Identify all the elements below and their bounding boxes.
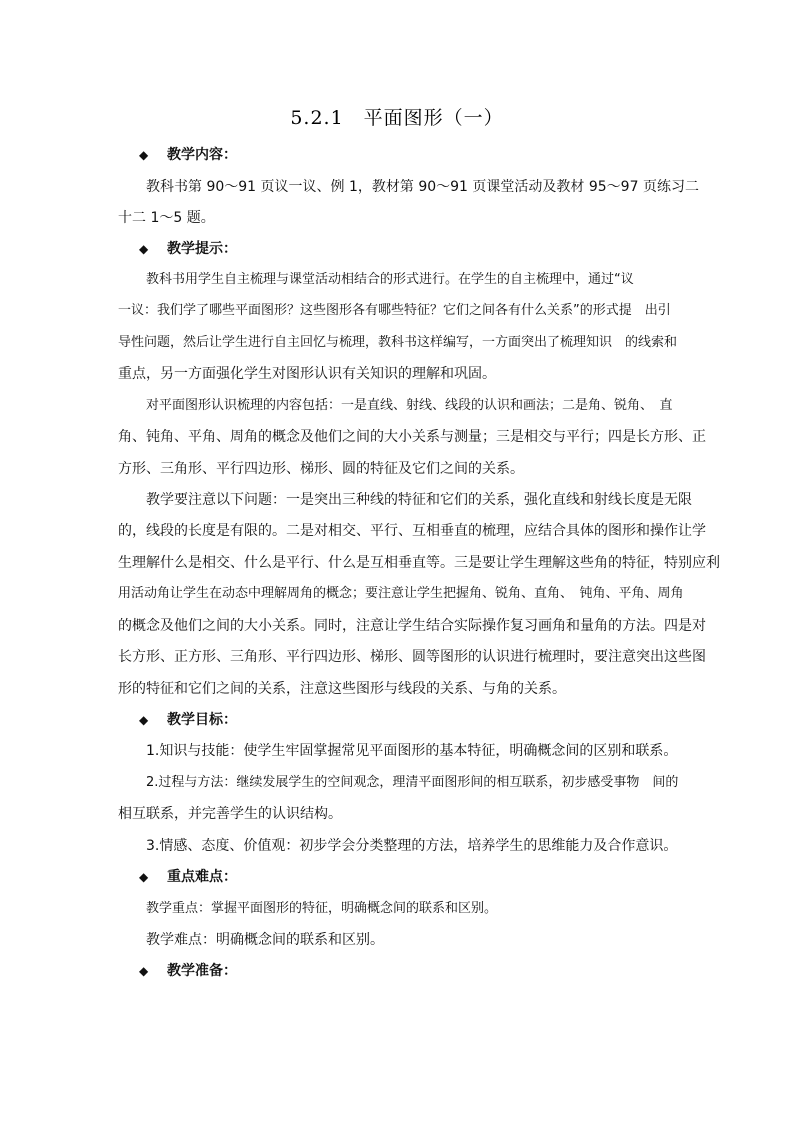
section-heading-prep: ◆ 教学准备： [139,963,237,979]
paragraph-line: 角、钝角、平角、周角的概念及他们之间的大小关系与测量；三是相交与平行；四是长方形、正 [118,429,706,445]
paragraph-line: 2.过程与方法：继续发展学生的空间观念，理清平面图形间的相互联系，初步感受事物 间的 [146,775,679,790]
section-heading-key-points: ◆ 重点难点： [139,869,237,885]
paragraph-line: 十二 1～5 题。 [118,210,215,226]
paragraph-line: 生理解什么是相交、什么是平行、什么是互相垂直等。三是要让学生理解这些角的特征，特别应利 [118,555,720,571]
diamond-bullet-icon: ◆ [139,870,149,884]
section-heading-content: ◆ 教学内容： [139,147,237,163]
paragraph-line: 对平面图形认识梳理的内容包括：一是直线、射线、线段的认识和画法；二是角、锐角、 直 [146,398,673,413]
paragraph-line: 教学要注意以下问题：一是突出三种线的特征和它们的关系，强化直线和射线长度是无限 [146,492,692,508]
paragraph-line: 1.知识与技能：使学生牢固掌握常见平面图形的基本特征，明确概念间的区别和联系。 [146,743,678,759]
paragraph-line: 的，线段的长度是有限的。二是对相交、平行、互相垂直的梳理，应结合具体的图形和操作让学 [118,523,706,539]
diamond-bullet-icon: ◆ [139,964,149,978]
paragraph-line: 3.情感、态度、价值观：初步学会分类整理的方法，培养学生的思维能力及合作意识。 [146,838,678,854]
paragraph-line: 一议：我们学了哪些平面图形？这些图形各有哪些特征？它们之间各有什么关系”的形式提 出引 [118,303,671,318]
paragraph-line: 教学难点：明确概念间的联系和区别。 [146,932,384,948]
paragraph-line: 长方形、正方形、三角形、平行四边形、梯形、圆等图形的认识进行梳理时，要注意突出这些图 [118,649,706,665]
diamond-bullet-icon: ◆ [139,148,149,162]
diamond-bullet-icon: ◆ [139,713,149,727]
diamond-bullet-icon: ◆ [139,242,149,256]
paragraph-line: 教学重点：掌握平面图形的特征，明确概念间的联系和区别。 [146,901,498,916]
paragraph-line: 用活动角让学生在动态中理解周角的概念；要注意让学生把握角、锐角、直角、 钝角、平角、周角 [118,586,684,601]
paragraph-line: 形的特征和它们之间的关系，注意这些图形与线段的关系、与角的关系。 [118,681,566,697]
paragraph-line: 导性问题，然后让学生进行自主回忆与梳理，教科书这样编写，一方面突出了梳理知识 的线索和 [118,335,678,350]
paragraph-line: 重点，另一方面强化学生对图形认识有关知识的理解和巩固。 [118,366,496,382]
section-heading-goals: ◆ 教学目标： [139,712,237,728]
section-heading-tips: ◆ 教学提示： [139,241,237,257]
paragraph-line: 的概念及他们之间的大小关系。同时，注意让学生结合实际操作复习画角和量角的方法。四是对 [118,618,706,634]
paragraph-line: 教科书第 90～91 页议一议、例 1，教材第 90～91 页课堂活动及教材 95～97 页练习二 [146,179,699,195]
page-title: 5.2.1 平面图形（一） [290,107,504,129]
paragraph-line: 相互联系，并完善学生的认识结构。 [118,806,342,822]
paragraph-line: 方形、三角形、平行四边形、梯形、圆的特征及它们之间的关系。 [118,461,524,477]
paragraph-line: 教科书用学生自主梳理与课堂活动相结合的形式进行。在学生的自主梳理中，通过“议 [146,272,634,287]
